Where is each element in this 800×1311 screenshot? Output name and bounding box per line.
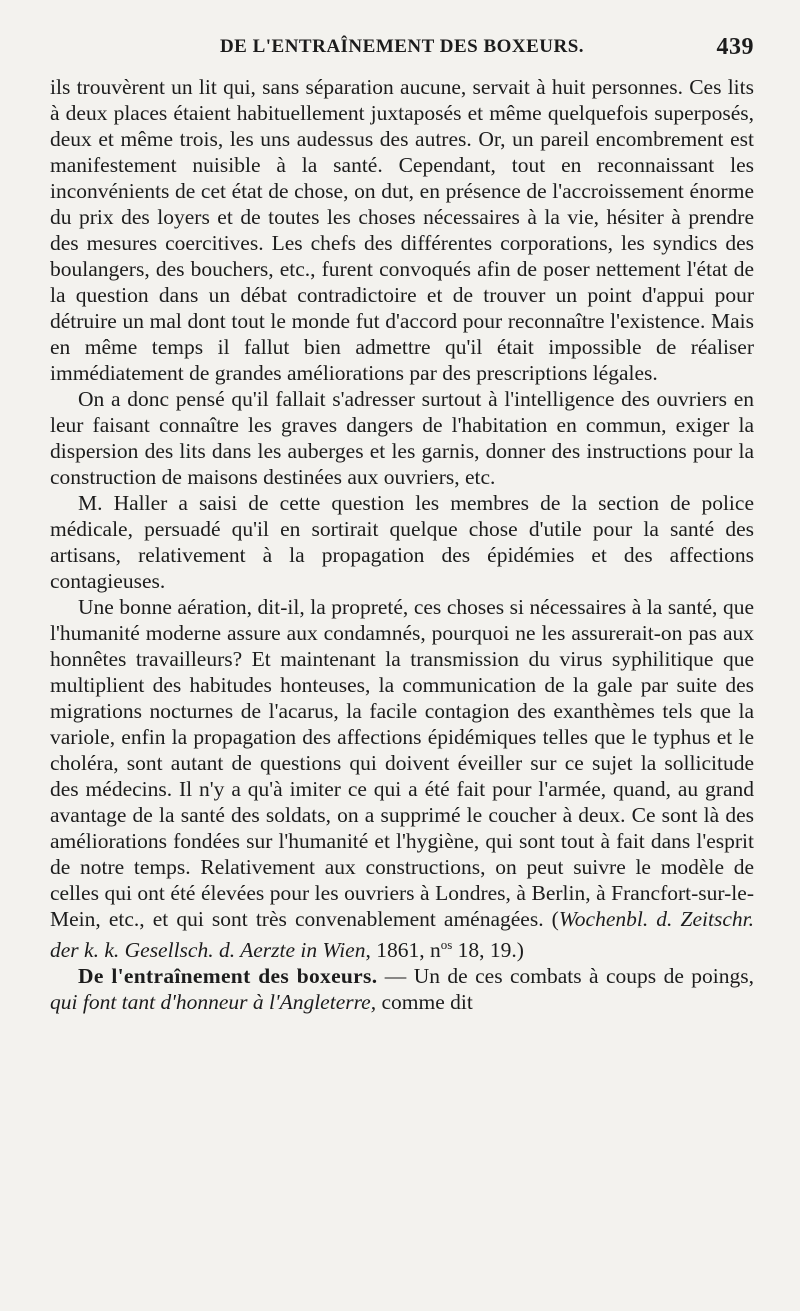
section-text-italic: qui font tant d'honneur à l'Angleterre,	[50, 990, 377, 1015]
section-heading: De l'entraînement des boxeurs.	[78, 964, 378, 989]
running-title: DE L'ENTRAÎNEMENT DES BOXEURS.	[219, 36, 585, 57]
section-boxeurs	[50, 963, 754, 1015]
citation-open: (	[543, 907, 559, 931]
citation-sup: os	[440, 937, 453, 952]
page-number: 439	[716, 34, 754, 60]
section-text-end: comme dit	[376, 990, 473, 1015]
section-dash: —	[377, 964, 414, 989]
running-head	[50, 30, 754, 74]
paragraph-aeration	[50, 594, 754, 963]
body-text	[50, 74, 754, 1015]
citation-source: Wochenbl. d. Zeitschr. der k. k. Gesellsch. d. Aerzte in Wien	[50, 907, 754, 963]
section-text-start: Un de ces combats à coups de poings,	[413, 964, 755, 989]
paragraph-haller: M. Haller a saisi de cette question les membres de la section de police médicale, persuadé qu'il en sortirait quelque chose d'utile pour la santé des artisans, relativement à la propagation des épidémies et des affections contagieuses.	[50, 491, 754, 593]
paragraph-aeration-text: Une bonne aération, dit-il, la propreté, ces choses si nécessaires à la santé, que l'humanité moderne assure aux condamnés, pourquoi ne les assurerait-on pas aux honnêtes travailleurs? Et maintenant la transmission du virus syphilitique que multiplient des habitudes honteuses, la communication de la gale par suite des migrations nocturnes de l'acarus, la facile contagion des exanthèmes tels que la variole, enfin la propagation des affections épidémiques telles que le typhus et le choléra, sont autant de questions qui doivent éveiller sur ce sujet la sollicitude des médecins. Il n'y a qu'à imiter ce qui a été fait pour l'armée, quand, au grand avantage de la santé des soldats, on a supprimé le coucher à deux. Ce sont là des améliorations fondées sur l'humanité et l'hygiène, qui sont tout à fait dans l'esprit de notre temps. Relativement aux constructions, on peut suivre le modèle de celles qui ont été élevées pour les ouvriers à Londres, à Berlin, à Francfort-sur-le-Mein, etc., et qui sont très convenablement aménagées.	[50, 595, 754, 931]
paragraph-intelligence: On a donc pensé qu'il fallait s'adresser surtout à l'intelligence des ouvriers en leur faisant connaître les graves dangers de l'habitation en commun, exiger la dispersion des lits dans les auberges et les garnis, donner des instructions pour la construction de maisons destinées aux ouvriers, etc.	[50, 387, 754, 489]
paragraph-continued: ils trouvèrent un lit qui, sans séparation aucune, servait à huit personnes. Ces lits à deux places étaient habituellement juxtaposés et même quelquefois superposés, deux et même trois, les uns audessus des autres. Or, un pareil encombrement est manifestement nuisible à la santé. Cependant, tout en reconnaissant les inconvénients de cet état de chose, on dut, en présence de l'accroissement énorme du prix des loyers et de toutes les choses nécessaires à la vie, hésiter à prendre des mesures coercitives. Les chefs des différentes corporations, les syndics des boulangers, des bouchers, etc., furent convoqués afin de poser nettement l'état de la question dans un débat contradictoire et de trouver un point d'appui pour détruire un mal dont tout le monde fut d'accord pour reconnaître l'existence. Mais en même temps il fallut bien admettre qu'il était impossible de réaliser immédiatement de grandes améliorations par des prescriptions légales.	[50, 75, 754, 385]
citation-rest: , 1861, n	[365, 938, 441, 963]
citation-end: 18, 19.)	[452, 938, 524, 963]
